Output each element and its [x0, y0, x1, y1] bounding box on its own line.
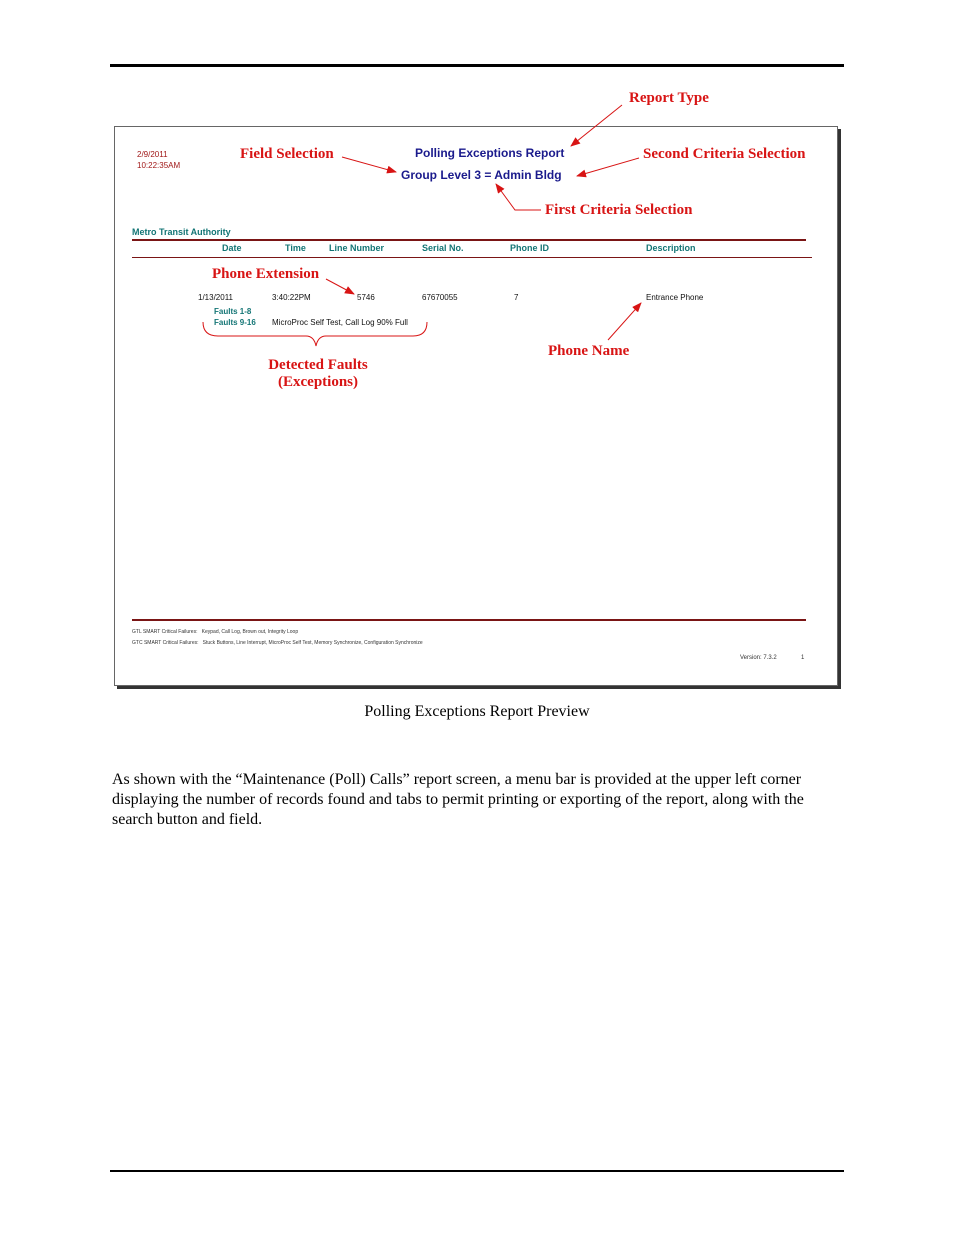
report-preview-figure — [114, 126, 838, 686]
gtc-failures-text: Stuck Buttons, Line Interrupt, MicroProc Self Test, Memory Synchronize, Configuration Synchronize — [202, 640, 423, 646]
gtl-failures-label: GTL SMART Critical Failures: — [132, 629, 198, 635]
col-date: Date — [222, 243, 242, 253]
callout-second-criteria: Second Criteria Selection — [643, 146, 806, 162]
organization-name: Metro Transit Authority — [132, 227, 231, 237]
row-date: 1/13/2011 — [198, 293, 233, 302]
col-description: Description — [646, 243, 696, 253]
callout-detected-faults-line1: Detected Faults — [268, 357, 368, 373]
gtl-failures-text: Keypad, Call Log, Brown out, Integrity Loop — [201, 629, 299, 635]
footer-rule — [132, 619, 806, 621]
report-date: 2/9/2011 — [137, 150, 168, 159]
row-serial-no: 67670055 — [422, 293, 458, 302]
figure-caption: Polling Exceptions Report Preview — [364, 703, 590, 720]
faults-1-8-label: Faults 1-8 — [214, 307, 252, 316]
version-label: Version: 7.3.2 — [740, 655, 777, 661]
callout-phone-extension: Phone Extension — [212, 266, 320, 282]
page-number: 1 — [801, 655, 805, 661]
row-line-number: 5746 — [357, 293, 375, 302]
gtl-failures-note — [132, 629, 298, 635]
report-datetime — [137, 149, 180, 171]
callout-first-criteria: First Criteria Selection — [545, 202, 693, 218]
page-top-rule — [110, 64, 844, 67]
gtc-failures-label: GTC SMART Critical Failures: — [132, 640, 199, 646]
body-paragraph: As shown with the “Maintenance (Poll) Calls” report screen, a menu bar is provided at the upper left corner displaying the number of records found and tabs to permit printing or exporting of the report, along with the search button and field. — [112, 771, 804, 828]
callout-phone-name: Phone Name — [548, 343, 630, 359]
callout-report-type: Report Type — [629, 90, 709, 106]
report-criteria: Group Level 3 = Admin Bldg — [401, 168, 562, 182]
gtc-failures-note — [132, 640, 423, 646]
column-rule — [132, 257, 812, 258]
col-serial-no: Serial No. — [422, 243, 464, 253]
col-line-number: Line Number — [329, 243, 385, 253]
col-phone-id: Phone ID — [510, 243, 550, 253]
report-title: Polling Exceptions Report — [415, 146, 565, 160]
col-time: Time — [285, 243, 306, 253]
row-phone-id: 7 — [514, 293, 519, 302]
row-time: 3:40:22PM — [272, 293, 311, 302]
header-rule — [132, 239, 806, 241]
callout-field-selection: Field Selection — [240, 146, 334, 162]
faults-9-16-text: MicroProc Self Test, Call Log 90% Full — [272, 318, 408, 327]
faults-9-16-label: Faults 9-16 — [214, 318, 256, 327]
report-time: 10:22:35AM — [137, 161, 181, 170]
row-description: Entrance Phone — [646, 293, 704, 302]
page-bottom-rule — [110, 1170, 844, 1172]
callout-detected-faults-line2: (Exceptions) — [278, 374, 358, 390]
callout-detected-faults — [230, 357, 406, 391]
